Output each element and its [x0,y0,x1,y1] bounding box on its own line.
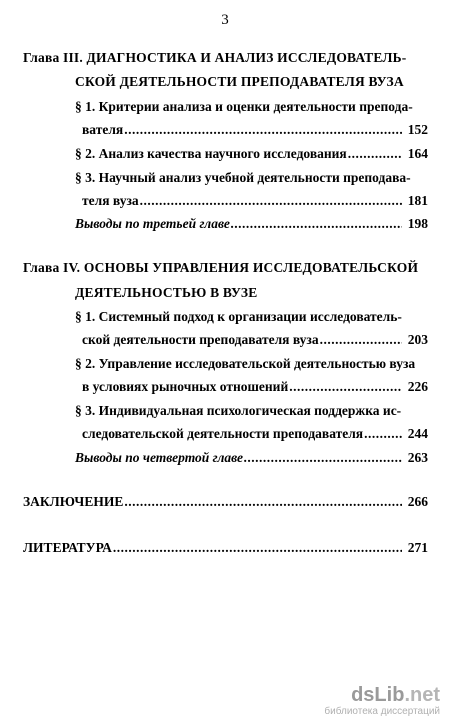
page-number: 3 [221,12,229,28]
toc-page-number: 266 [407,494,428,509]
toc-entry-text: Выводы по третьей главе [75,216,230,231]
toc-entry-ch4-s1[interactable] [82,332,428,348]
toc-entry-conclusion[interactable] [23,494,428,510]
leader-dots [364,426,402,442]
toc-page-number: 226 [407,379,428,394]
toc-page-number: 244 [407,426,428,441]
toc-entry-text: вателя [82,122,124,137]
watermark-logo-main: dsLib [351,684,405,706]
toc-entry-text: Выводы по четвертой главе [75,450,243,465]
chapter-4-title-line-1: Глава IV. ОСНОВЫ УПРАВЛЕНИЯ ИССЛЕДОВАТЕЛЬСКОЙ [23,260,419,275]
leader-dots [124,122,402,138]
chapter-3-title-line-1: Глава III. ДИАГНОСТИКА И АНАЛИЗ ИССЛЕДОВАТЕЛЬ- [23,50,407,65]
toc-entry-text: в условиях рыночных отношений [82,379,289,394]
toc-entry-text: ской деятельности преподавателя вуза [82,332,319,347]
toc-page-number: 271 [407,540,428,555]
watermark-logo [324,685,440,705]
toc-entry-ch3-s1[interactable] [82,122,428,138]
toc-page-number: 181 [407,193,428,208]
toc-entry-ch3-conclusions[interactable] [75,216,428,232]
toc-page-number: 203 [407,332,428,347]
leader-dots [231,216,402,232]
leader-dots [289,379,402,395]
toc-page-number: 263 [407,450,428,465]
chapter-4-section-2-line-1: § 2. Управление исследовательской деятельностью вуза [75,356,416,371]
toc-entry-ch3-s2[interactable] [75,146,428,162]
leader-dots [124,494,402,510]
toc-entry-ch4-s2[interactable] [82,379,428,395]
leader-dots [320,332,402,348]
leader-dots [244,450,402,466]
chapter-4-section-3-line-1: § 3. Индивидуальная психологическая поддержка ис- [75,403,402,418]
toc-entry-text: ЛИТЕРАТУРА [23,540,112,555]
toc-page-number: 164 [407,146,428,161]
leader-dots [113,540,402,556]
watermark-logo-tld: .net [404,684,440,706]
toc-page-number: 198 [407,216,428,231]
watermark-subtitle: библиотека диссертаций [324,706,440,717]
chapter-3-section-1-line-1: § 1. Критерии анализа и оценки деятельности препода- [75,99,413,114]
toc-entry-text: § 2. Анализ качества научного исследования [75,146,347,161]
leader-dots [348,146,402,162]
toc-entry-text: следовательской деятельности преподавателя [82,426,364,441]
toc-entry-text: теля вуза [82,193,139,208]
toc-entry-ch4-s3[interactable] [82,426,428,442]
toc-entry-ch3-s3[interactable] [82,193,428,209]
chapter-3-title-line-2: СКОЙ ДЕЯТЕЛЬНОСТИ ПРЕПОДАВАТЕЛЯ ВУЗА [75,74,404,89]
toc-entry-literature[interactable] [23,540,428,556]
toc-entry-text: ЗАКЛЮЧЕНИЕ [23,494,124,509]
chapter-3-section-3-line-1: § 3. Научный анализ учебной деятельности преподава- [75,170,411,185]
leader-dots [140,193,402,209]
chapter-4-section-1-line-1: § 1. Системный подход к организации исследователь- [75,309,402,324]
toc-page-number: 152 [407,122,428,137]
toc-entry-ch4-conclusions[interactable] [75,450,428,466]
chapter-4-title-line-2: ДЕЯТЕЛЬНОСТЬЮ В ВУЗЕ [75,285,258,300]
dslib-watermark [324,685,440,717]
